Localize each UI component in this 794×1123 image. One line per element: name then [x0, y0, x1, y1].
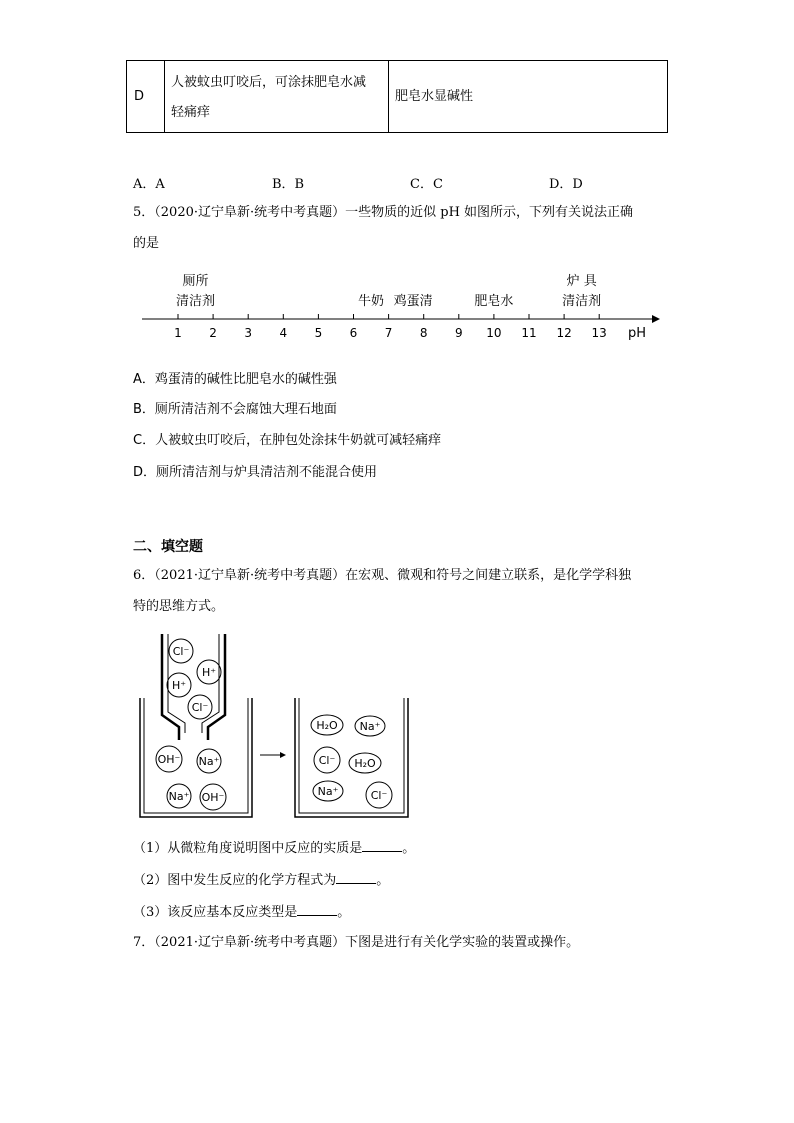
ph-tick-label: 6 — [349, 326, 358, 340]
q4-option-a[interactable]: A．A — [133, 177, 165, 192]
ph-tick-label: 4 — [279, 326, 288, 340]
q4-option-c[interactable]: C．C — [410, 177, 443, 192]
svg-text:OH⁻: OH⁻ — [201, 791, 225, 804]
answer-blank[interactable] — [336, 870, 376, 884]
svg-text:H⁺: H⁺ — [171, 679, 187, 692]
ph-tick-label: 13 — [591, 326, 607, 340]
q5-stem-line2: 的是 — [133, 236, 160, 251]
ph-axis-label: pH — [628, 326, 647, 341]
ph-axis-arrow — [652, 315, 660, 323]
ph-tick-label: 2 — [209, 326, 217, 340]
ion-particle — [313, 781, 343, 801]
q5-option-c[interactable]: C．人被蚊虫叮咬后，在肿包处涂抹牛奶就可减轻痛痒 — [133, 433, 442, 448]
dropper-right-wall — [208, 634, 225, 740]
ph-tick-label: 9 — [454, 326, 463, 340]
ion-particle — [355, 716, 385, 736]
ph-substance-label: 厕所 — [182, 274, 209, 289]
svg-text:Cl⁻: Cl⁻ — [370, 789, 388, 802]
q7-stem: 7．（2021·辽宁阜新·统考中考真题）下图是进行有关化学实验的装置或操作。 — [133, 935, 580, 950]
ph-tick-label: 7 — [384, 326, 393, 340]
ion-particle — [156, 746, 182, 772]
neutralization-diagram — [130, 630, 420, 825]
ion-particle — [197, 660, 221, 684]
ion-particle — [188, 695, 212, 719]
ion-particle — [314, 747, 340, 773]
q6-sub2: （2）图中发生反应的化学方程式为 。 — [133, 870, 389, 891]
svg-text:H₂O: H₂O — [354, 757, 376, 770]
svg-text:Na⁺: Na⁺ — [317, 785, 339, 798]
ion-particle — [167, 673, 191, 697]
table-cell-explanation: 肥皂水显碱性 — [395, 89, 474, 104]
ph-tick-label: 3 — [244, 326, 253, 340]
q6-stem-line1: 6．（2021·辽宁阜新·统考中考真题）在宏观、微观和符号之间建立联系，是化学学科独 — [133, 568, 632, 583]
svg-text:H₂O: H₂O — [316, 719, 338, 732]
ph-tick-label: 1 — [174, 326, 182, 340]
table-divider — [388, 61, 389, 132]
ph-tick-label: 8 — [419, 326, 428, 340]
section-title: 二、填空题 — [133, 539, 203, 555]
q5-option-b[interactable]: B．厕所清洁剂不会腐蚀大理石地面 — [133, 402, 337, 417]
svg-text:OH⁻: OH⁻ — [157, 753, 181, 766]
ion-particle — [167, 784, 191, 808]
ph-tick-label: 12 — [556, 326, 572, 340]
table-cell-phenomenon-line1: 人被蚊虫叮咬后，可涂抹肥皂水减 — [171, 75, 367, 90]
ion-particle — [366, 782, 392, 808]
table-cell-phenomenon-line2: 轻痛痒 — [171, 105, 211, 120]
q5-stem-line1: 5．（2020·辽宁阜新·统考中考真题）一些物质的近似 pH 如图所示，下列有关说法正确 — [133, 205, 634, 220]
answer-blank[interactable] — [297, 902, 337, 916]
ph-substance-label: 炉 具 — [566, 274, 597, 289]
ion-particle — [197, 749, 221, 773]
q4-option-b[interactable]: B．B — [272, 177, 305, 192]
molecule-particle — [311, 715, 343, 735]
ph-tick-label: 10 — [486, 326, 502, 340]
ph-substance-label: 鸡蛋清 — [393, 294, 433, 309]
svg-text:Na⁺: Na⁺ — [168, 790, 190, 803]
q6-stem-line2: 特的思维方式。 — [133, 599, 225, 614]
molecule-particle — [349, 753, 381, 773]
svg-text:Cl⁻: Cl⁻ — [191, 701, 209, 714]
q6-sub1: （1）从微粒角度说明图中反应的实质是 。 — [133, 838, 415, 859]
q6-sub3: （3）该反应基本反应类型是 。 — [133, 902, 350, 923]
table-divider — [164, 61, 165, 132]
svg-text:Cl⁻: Cl⁻ — [172, 645, 190, 658]
svg-text:Na⁺: Na⁺ — [198, 755, 220, 768]
svg-text:H⁺: H⁺ — [201, 666, 217, 679]
ph-substance-label: 清洁剂 — [562, 294, 602, 309]
q4-option-d[interactable]: D．D — [549, 177, 583, 192]
ph-substance-label: 肥皂水 — [474, 294, 514, 309]
ion-particle — [169, 639, 193, 663]
svg-text:Na⁺: Na⁺ — [359, 720, 381, 733]
q5-option-d[interactable]: D．厕所清洁剂与炉具清洁剂不能混合使用 — [133, 465, 378, 480]
ph-substance-label: 牛奶 — [358, 294, 385, 309]
ion-particle — [200, 784, 226, 810]
ph-tick-label: 11 — [521, 326, 537, 340]
table-cell-letter: D — [134, 89, 145, 104]
ph-tick-label: 5 — [314, 326, 323, 340]
answer-blank[interactable] — [362, 838, 402, 852]
ph-substance-label: 清洁剂 — [176, 294, 216, 309]
q5-option-a[interactable]: A．鸡蛋清的碱性比肥皂水的碱性强 — [133, 372, 337, 387]
ph-scale-diagram — [140, 268, 665, 348]
svg-text:Cl⁻: Cl⁻ — [318, 754, 336, 767]
